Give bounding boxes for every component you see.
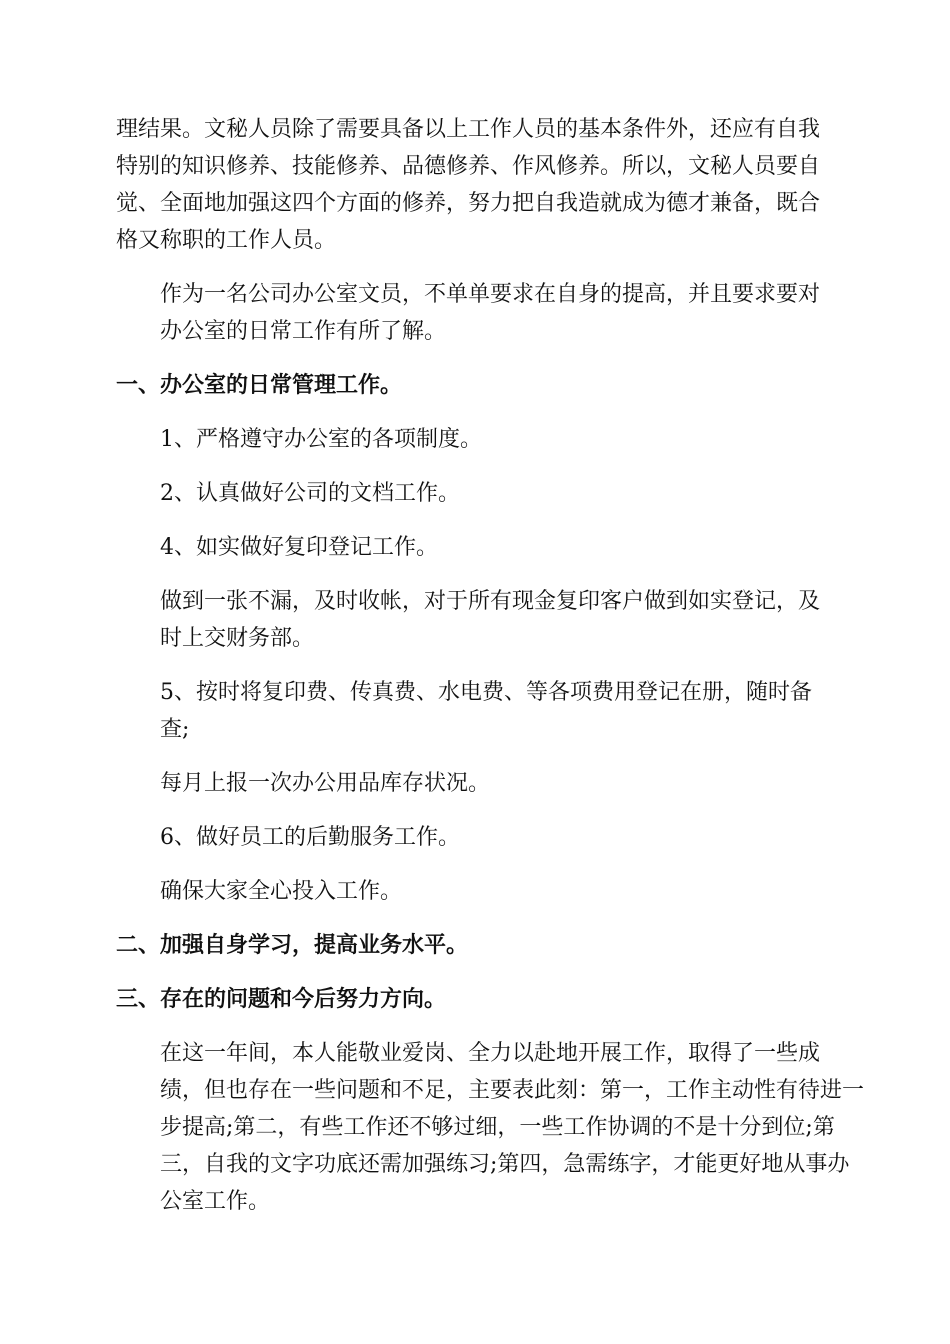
- text-line: 三、存在的问题和今后努力方向。: [116, 987, 447, 1012]
- text-line: 4、如实做好复印登记工作。: [160, 535, 438, 560]
- body-paragraph: [116, 873, 834, 910]
- text-line: 格又称职的工作人员。: [116, 228, 337, 253]
- text-line: 2、认真做好公司的文档工作。: [160, 481, 460, 506]
- body-paragraph: [116, 819, 834, 856]
- text-line: 理结果。文秘人员除了需要具备以上工作人员的基本条件外，还应有自我: [116, 117, 821, 142]
- text-line: 时上交财务部。: [160, 626, 315, 651]
- body-paragraph: [116, 276, 834, 350]
- text-line: 二、加强自身学习，提高业务水平。: [116, 933, 469, 958]
- text-line: 作为一名公司办公室文员，不单单要求在自身的提高，并且要求要对: [160, 282, 821, 307]
- text-line: 觉、全面地加强这四个方面的修养，努力把自我造就成为德才兼备，既合: [116, 191, 821, 216]
- body-paragraph: [116, 475, 834, 512]
- body-paragraph: [116, 583, 834, 657]
- text-line: 办公室的日常工作有所了解。: [160, 319, 447, 344]
- body-paragraph: [116, 674, 834, 748]
- text-line: 确保大家全心投入工作。: [160, 879, 403, 904]
- body-paragraph: [116, 1035, 865, 1220]
- text-line: 做到一张不漏，及时收帐，对于所有现金复印客户做到如实登记，及: [160, 589, 821, 614]
- text-line: 特别的知识修养、技能修养、品德修养、作风修养。所以，文秘人员要自: [116, 154, 821, 179]
- text-line: 一、办公室的日常管理工作。: [116, 373, 403, 398]
- text-line: 公室工作。: [160, 1189, 271, 1214]
- text-line: 在这一年间，本人能敬业爱岗、全力以赴地开展工作，取得了一些成: [160, 1041, 821, 1066]
- section-heading: [116, 927, 834, 964]
- section-heading: [116, 981, 834, 1018]
- body-paragraph: [116, 111, 834, 259]
- text-line: 1、严格遵守办公室的各项制度。: [160, 427, 482, 452]
- body-paragraph: [116, 529, 834, 566]
- text-line: 绩，但也存在一些问题和不足，主要表此刻：第一，工作主动性有待进一: [160, 1078, 865, 1103]
- text-line: 三，自我的文字功底还需加强练习;第四，急需练字，才能更好地从事办: [160, 1152, 850, 1177]
- text-line: 6、做好员工的后勤服务工作。: [160, 825, 460, 850]
- section-heading: [116, 367, 834, 404]
- body-paragraph: [116, 421, 834, 458]
- text-line: 每月上报一次办公用品库存状况。: [160, 771, 491, 796]
- text-line: 查;: [160, 717, 190, 742]
- text-line: 5、按时将复印费、传真费、水电费、等各项费用登记在册，随时备: [160, 680, 812, 705]
- document-body: [116, 111, 865, 1237]
- body-paragraph: [116, 765, 834, 802]
- text-line: 步提高;第二，有些工作还不够过细，一些工作协调的不是十分到位;第: [160, 1115, 835, 1140]
